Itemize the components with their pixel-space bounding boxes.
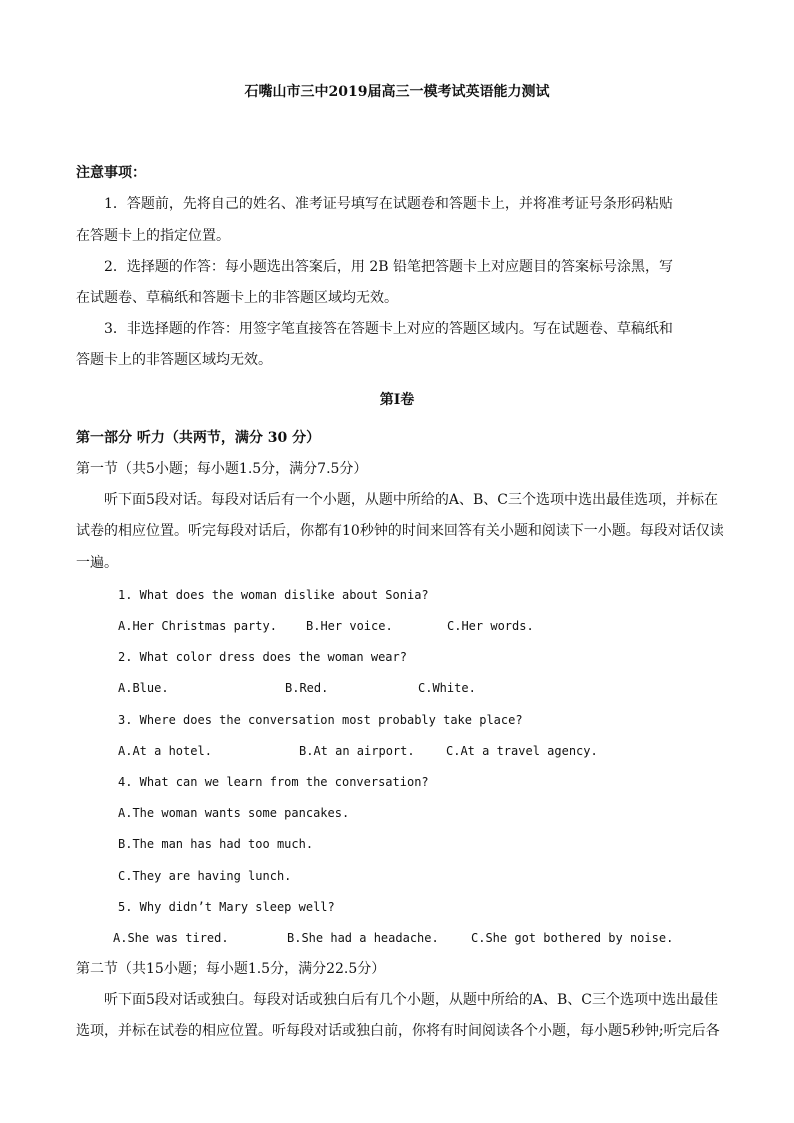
question-1-option-a: A.Her Christmas party. xyxy=(118,619,277,633)
notice-heading: 注意事项： xyxy=(76,165,146,181)
question-2-option-c: C.White. xyxy=(418,681,476,695)
notice-item-1-line-1: 1．答题前，先将自己的姓名、准考证号填写在试题卷和答题卡上，并将准考证号条形码粘贴 xyxy=(104,196,673,212)
part1-heading: 第一部分 听力（共两节，满分 30 分） xyxy=(76,430,321,446)
question-5-option-a: A.She was tired. xyxy=(113,931,229,945)
notice-item-2-line-1: 2．选择题的作答：每小题选出答案后，用 2B 铅笔把答题卡上对应题目的答案标号涂黑，写 xyxy=(104,259,674,275)
question-2-option-b: B.Red. xyxy=(285,681,329,695)
question-1-option-b: B.Her voice. xyxy=(306,619,393,633)
question-1-option-c: C.Her words. xyxy=(447,619,534,633)
question-3: 3. Where does the conversation most probably take place? xyxy=(118,713,523,727)
notice-item-3-line-1: 3．非选择题的作答：用签字笔直接答在答题卡上对应的答题区域内。写在试题卷、草稿纸和 xyxy=(104,321,673,337)
page-title: 石嘴山市三中2019届高三一模考试英语能力测试 xyxy=(244,84,550,100)
question-4-option-b: B.The man has had too much. xyxy=(118,837,314,851)
question-4-option-a: A.The woman wants some pancakes. xyxy=(118,806,350,820)
notice-item-2-line-2: 在试题卷、草稿纸和答题卡上的非答题区域均无效。 xyxy=(76,290,398,306)
notice-item-1-line-2: 在答题卡上的指定位置。 xyxy=(76,228,230,244)
section2-heading: 第二节（共15小题；每小题1.5分，满分22.5分） xyxy=(76,961,386,977)
question-5-option-b: B.She had a headache. xyxy=(287,931,439,945)
question-2: 2. What color dress does the woman wear? xyxy=(118,650,407,664)
question-4-option-c: C.They are having lunch. xyxy=(118,869,292,883)
question-3-option-c: C.At a travel agency. xyxy=(446,744,598,758)
question-1: 1. What does the woman dislike about Sonia? xyxy=(118,588,429,602)
question-3-option-b: B.At an airport. xyxy=(299,744,415,758)
question-5-option-c: C.She got bothered by noise. xyxy=(471,931,674,945)
section1-heading: 第一节（共5小题；每小题1.5分，满分7.5分） xyxy=(76,461,368,477)
section1-instruction-line-2: 试卷的相应位置。听完每段对话后，你都有10秒钟的时间来回答有关小题和阅读下一小题。每段对话仅读 xyxy=(76,523,724,539)
question-5: 5. Why didn’t Mary sleep well? xyxy=(118,900,335,914)
volume-heading: 第Ⅰ卷 xyxy=(379,392,415,408)
question-2-option-a: A.Blue. xyxy=(118,681,169,695)
section1-instruction-line-3: 一遍。 xyxy=(76,555,118,571)
notice-item-3-line-2: 答题卡上的非答题区域均无效。 xyxy=(76,352,272,368)
section2-instruction-line-2: 选项，并标在试卷的相应位置。听每段对话或独白前，你将有时间阅读各个小题，每小题5秒钟;听完后各 xyxy=(76,1023,720,1039)
question-3-option-a: A.At a hotel. xyxy=(118,744,212,758)
section2-instruction-line-1: 听下面5段对话或独白。每段对话或独白后有几个小题，从题中所给的A、B、C三个选项中选出最佳 xyxy=(104,992,719,1008)
section1-instruction-line-1: 听下面5段对话。每段对话后有一个小题，从题中所给的A、B、C三个选项中选出最佳选项，并标在 xyxy=(104,492,719,508)
question-4: 4. What can we learn from the conversation? xyxy=(118,775,429,789)
